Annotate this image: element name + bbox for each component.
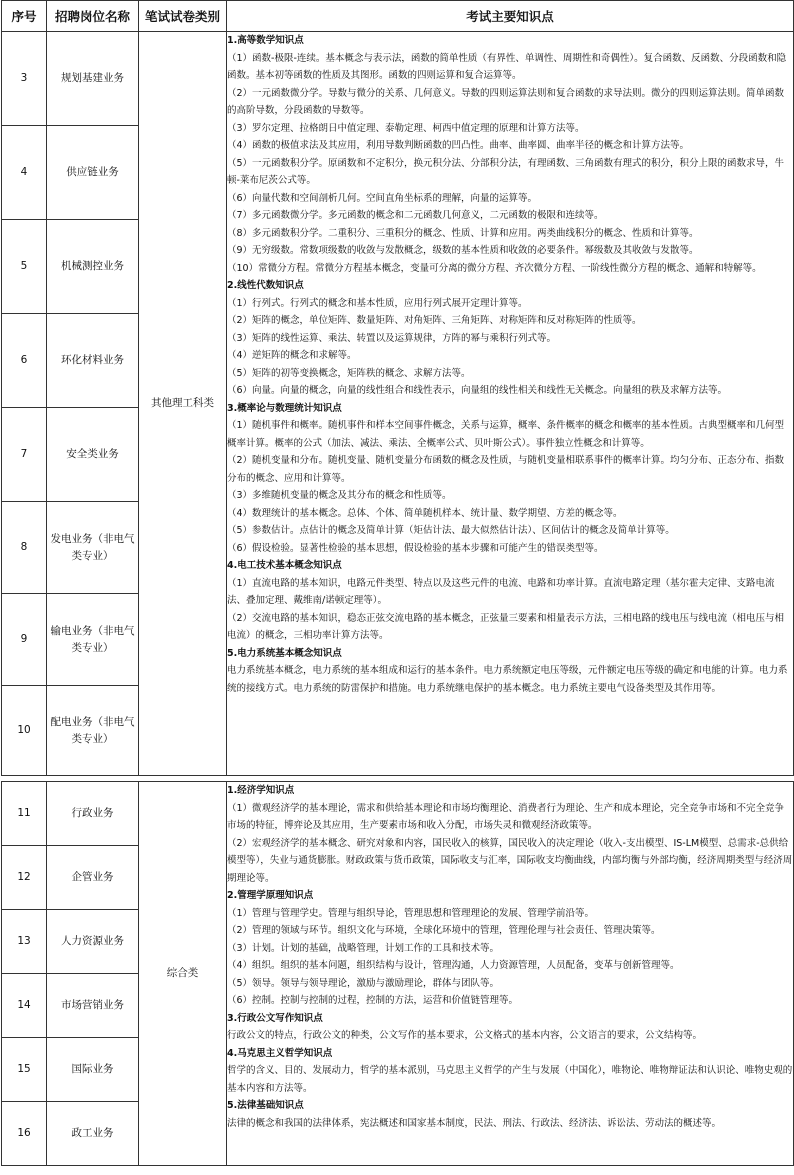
knowledge-point: （2）随机变量和分布。随机变量、随机变量分布函数的概念及性质，与随机变量相联系事件的概率计算。均匀分布、正态分布、指数分布的概念、应用和计算等。 — [227, 455, 785, 484]
knowledge-point: （1）微观经济学的基本理论，需求和供给基本理论和市场均衡理论、消费者行为理论、生产和成本理论，完全竞争市场和不完全竞争市场的特征，博弈论及其应用，生产要素市场和收入分配，市场失灵和微观经济政策等。 — [227, 802, 785, 831]
knowledge-point: （6）向量代数和空间剖析几何。空间直角坐标系的理解，向量的运算等。 — [227, 192, 538, 204]
section-heading: 3.概率论与数理统计知识点 — [227, 402, 342, 414]
position-name: 输电业务（非电气类专业） — [47, 594, 139, 686]
section-heading: 2.管理学原理知识点 — [227, 890, 314, 901]
knowledge-point: 电力系统基本概念，电力系统的基本组成和运行的基本条件。电力系统额定电压等级，元件额定电压等级的确定和电能的计算。电力系统的接线方式。电力系统的防雷保护和措施。电力系统继电保护的基本概念。电力系统主要电气设备类型及其作用等。 — [227, 665, 788, 694]
row-number: 15 — [2, 1038, 47, 1102]
row-number: 10 — [2, 686, 47, 776]
knowledge-point: （4）组织。组织的基本问题，组织结构与设计，管理沟通，人力资源管理，人员配备，变革与创新管理等。 — [227, 960, 680, 971]
header-position: 招聘岗位名称 — [47, 1, 139, 32]
knowledge-point: （1）函数-极限-连续。基本概念与表示法，函数的简单性质（有界性、单调性、周期性和奇偶性）。复合函数、反函数、分段函数和隐函数。基本初等函数的性质及其图形。函数的四则运算和复合运算等。 — [227, 52, 787, 81]
position-name: 供应链业务 — [47, 126, 139, 220]
position-name: 行政业务 — [47, 782, 139, 846]
table-row — [2, 32, 794, 126]
knowledge-point: （1）管理与管理学史。管理与组织导论，管理思想和管理理论的发展、管理学前沿等。 — [227, 907, 595, 919]
knowledge-point: （10）常微分方程。常微分方程基本概念，变量可分离的微分方程、齐次微分方程、一阶线性微分方程的概念、通解和特解等。 — [227, 262, 762, 274]
row-number: 8 — [2, 502, 47, 594]
section-heading: 2.线性代数知识点 — [227, 280, 304, 291]
knowledge-point: 行政公文的特点，行政公文的种类，公文写作的基本要求，公文格式的基本内容，公文语言的要求，公文结构等。 — [227, 1030, 703, 1041]
section-heading: 5.法律基础知识点 — [227, 1100, 304, 1111]
section-heading: 4.电工技术基本概念知识点 — [227, 560, 342, 571]
exam-category: 其他理工科类 — [139, 32, 227, 776]
row-number: 5 — [2, 220, 47, 314]
section-heading: 1.高等数学知识点 — [227, 35, 304, 46]
knowledge-point: （5）领导。领导与领导理论，激励与激励理论，群体与团队等。 — [227, 977, 500, 989]
position-name: 发电业务（非电气类专业） — [47, 502, 139, 594]
knowledge-point: （6）控制。控制与控制的过程，控制的方法，运营和价值链管理等。 — [227, 995, 519, 1006]
row-number: 4 — [2, 126, 47, 220]
knowledge-point: （2）交流电路的基本知识，稳态正弦交流电路的基本概念，正弦量三要素和相量表示方法，三相电路的线电压与线电流（相电压与相电流）的概念，三相功率计算方法等。 — [227, 612, 785, 641]
knowledge-point: （4）数理统计的基本概念。总体、个体、简单随机样本、统计量、数学期望、方差的概念等。 — [227, 507, 623, 519]
position-name: 企管业务 — [47, 846, 139, 910]
knowledge-point: （5）矩阵的初等变换概念，矩阵秩的概念、求解方法等。 — [227, 367, 471, 379]
section-heading: 4.马克思主义哲学知识点 — [227, 1047, 333, 1059]
knowledge-point: （4）函数的极值求法及其应用，利用导数判断函数的凹凸性。曲率、曲率圆、曲率半径的概念和计算方法等。 — [227, 140, 690, 151]
knowledge-point: （5）一元函数积分学。原函数和不定积分，换元积分法、分部积分法，有理函数、三角函数有理式的积分，积分上限的函数求导，牛顿-莱布尼茨公式等。 — [227, 157, 785, 186]
header-category: 笔试试卷类别 — [139, 1, 227, 32]
knowledge-point: （1）直流电路的基本知识，电路元件类型、特点以及这些元件的电流、电路和功率计算。直流电路定理（基尔霍夫定律、支路电流法、叠加定理、戴维南/诺顿定理等）。 — [227, 577, 775, 606]
knowledge-point: （3）矩阵的线性运算、乘法、转置以及运算规律，方阵的幂与乘积行列式等。 — [227, 332, 557, 344]
row-number: 3 — [2, 32, 47, 126]
row-number: 9 — [2, 594, 47, 686]
knowledge-point: （1）随机事件和概率。随机事件和样本空间事件概念，关系与运算，概率、条件概率的概念和概率的基本性质。古典型概率和几何型概率计算。概率的公式（加法、减法、乘法、全概率公式、贝叶斯公式）。事件独立性概念和计算等。 — [227, 420, 785, 449]
knowledge-point: （6）向量。向量的概念，向量的线性组合和线性表示，向量组的线性相关和线性无关概念。向量组的秩及求解方法等。 — [227, 385, 728, 396]
position-name: 环化材料业务 — [47, 314, 139, 408]
position-name: 人力资源业务 — [47, 910, 139, 974]
position-name: 机械测控业务 — [47, 220, 139, 314]
recruitment-exam-table — [1, 0, 794, 1166]
row-number: 14 — [2, 974, 47, 1038]
position-name: 政工业务 — [47, 1102, 139, 1166]
knowledge-point: 法律的概念和我国的法律体系，宪法概述和国家基本制度，民法、刑法、行政法、经济法、诉讼法、劳动法的概述等。 — [227, 1117, 722, 1129]
knowledge-point: （2）管理的领域与环节。组织文化与环境，全球化环境中的管理，管理伦理与社会责任、管理决策等。 — [227, 925, 661, 936]
header-no: 序号 — [2, 1, 47, 32]
knowledge-point: （2）矩阵的概念，单位矩阵、数量矩阵、对角矩阵、三角矩阵、对称矩阵和反对称矩阵的性质等。 — [227, 315, 642, 326]
knowledge-point: （7）多元函数微分学。多元函数的概念和二元函数几何意义，二元函数的极限和连续等。 — [227, 210, 604, 221]
table-row — [2, 782, 794, 846]
knowledge-point: （9）无穷级数。常数项级数的收敛与发散概念，级数的基本性质和收敛的必要条件。幂级数及其收敛与发散等。 — [227, 245, 699, 256]
row-number: 12 — [2, 846, 47, 910]
knowledge-point: （3）计划。计划的基础，战略管理，计划工作的工具和技术等。 — [227, 942, 500, 954]
knowledge-point: 哲学的含义、目的、发展动力，哲学的基本派别，马克思主义哲学的产生与发展（中国化），唯物论、唯物辩证法和认识论、唯物史观的基本内容和方法等。 — [227, 1065, 793, 1094]
knowledge-point: （2）一元函数微分学。导数与微分的关系、几何意义。导数的四则运算法则和复合函数的求导法则。微分的四则运算法则。简单函数的高阶导数，分段函数的导数等。 — [227, 87, 785, 116]
row-number: 16 — [2, 1102, 47, 1166]
header-row — [2, 1, 794, 32]
knowledge-point: （3）多维随机变量的概念及其分布的概念和性质等。 — [227, 490, 452, 501]
knowledge-points — [227, 32, 794, 776]
position-name: 国际业务 — [47, 1038, 139, 1102]
row-number: 6 — [2, 314, 47, 408]
row-number: 13 — [2, 910, 47, 974]
knowledge-point: （3）罗尔定理、拉格朗日中值定理、泰勒定理、柯西中值定理的原理和计算方法等。 — [227, 122, 585, 134]
section-heading: 1.经济学知识点 — [227, 785, 295, 796]
header-points: 考试主要知识点 — [227, 1, 794, 32]
section-heading: 5.电力系统基本概念知识点 — [227, 647, 342, 659]
knowledge-point: （8）多元函数积分学。二重积分、三重积分的概念、性质、计算和应用。两类曲线积分的概念、性质和计算等。 — [227, 227, 699, 239]
position-name: 规划基建业务 — [47, 32, 139, 126]
position-name: 安全类业务 — [47, 408, 139, 502]
knowledge-points — [227, 782, 794, 1166]
knowledge-point: （2）宏观经济学的基本概念、研究对象和内容，国民收入的核算，国民收入的决定理论（收入-支出模型、IS-LM模型、总需求-总供给模型等），失业与通货膨胀。财政政策与货币政策，国际收支与汇率，国际收支均衡曲线，内部均衡与外部均衡，经济周期类型与经济周期理论等。 — [227, 837, 793, 884]
knowledge-point: （5）参数估计。点估计的概念及简单计算（矩估计法、最大似然估计法）、区间估计的概念及简单计算等。 — [227, 525, 675, 536]
knowledge-point: （6）假设检验。显著性检验的基本思想，假设检验的基本步骤和可能产生的错误类型等。 — [227, 542, 604, 554]
exam-category: 综合类 — [139, 782, 227, 1166]
position-name: 市场营销业务 — [47, 974, 139, 1038]
row-number: 11 — [2, 782, 47, 846]
row-number: 7 — [2, 408, 47, 502]
position-name: 配电业务（非电气类专业） — [47, 686, 139, 776]
knowledge-point: （4）逆矩阵的概念和求解等。 — [227, 350, 357, 361]
knowledge-point: （1）行列式。行列式的概念和基本性质，应用行列式展开定理计算等。 — [227, 297, 528, 309]
section-heading: 3.行政公文写作知识点 — [227, 1012, 323, 1024]
